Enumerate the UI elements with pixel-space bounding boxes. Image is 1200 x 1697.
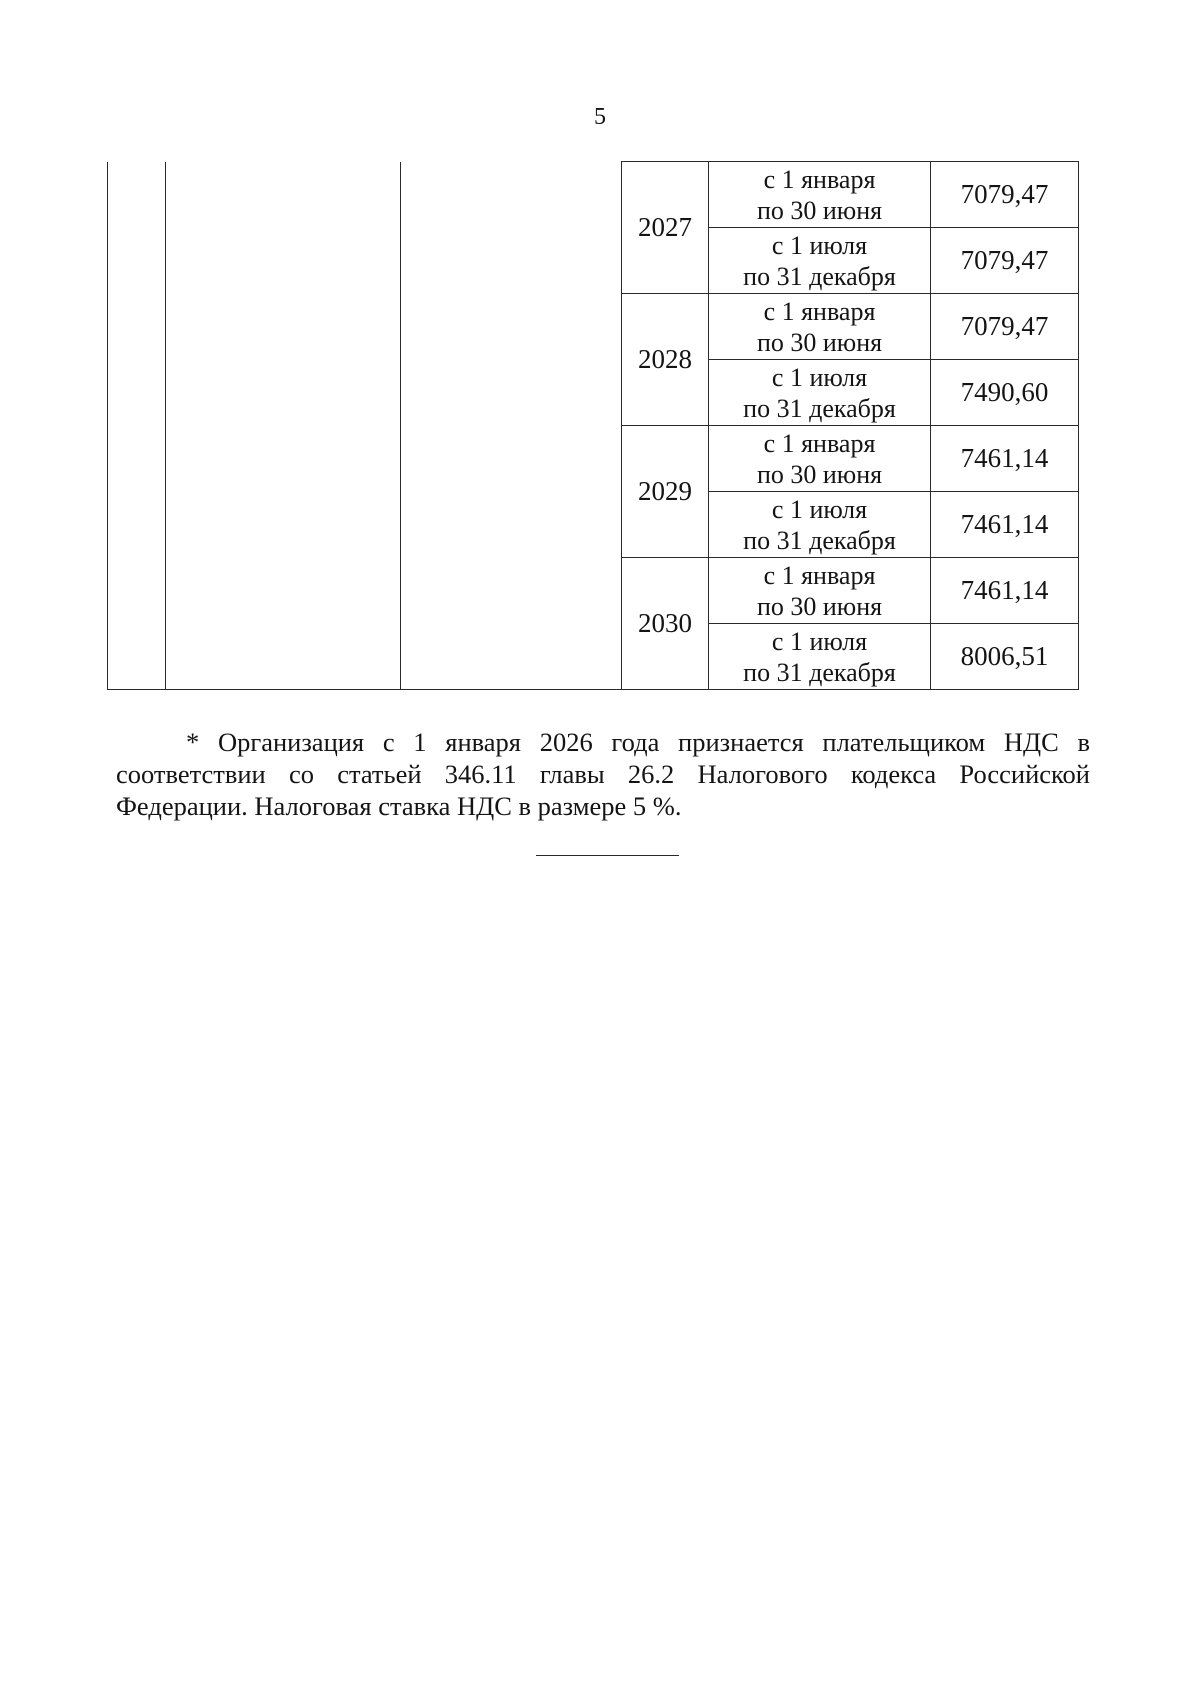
period-end: по 30 июня [756, 591, 883, 621]
tariff-table [107, 161, 1079, 690]
year-cell: 2030 [622, 558, 709, 690]
period-start: с 1 июля [771, 626, 868, 656]
period-cell [709, 558, 931, 624]
period-cell [709, 294, 931, 360]
period-start: с 1 января [763, 164, 876, 194]
period-end: по 31 декабря [743, 393, 896, 423]
blank-column-1 [108, 162, 166, 690]
year-cell: 2029 [622, 426, 709, 558]
value-cell: 7490,60 [931, 360, 1079, 426]
period-start: с 1 января [763, 428, 876, 458]
page-number: 5 [594, 104, 606, 130]
value-cell: 7461,14 [931, 492, 1079, 558]
period-cell [709, 426, 931, 492]
value-cell: 7461,14 [931, 558, 1079, 624]
value-cell: 8006,51 [931, 624, 1079, 690]
value-cell: 7079,47 [931, 294, 1079, 360]
blank-column-2 [166, 162, 401, 690]
table-row [108, 162, 1079, 228]
end-divider [536, 855, 679, 856]
footnote [116, 726, 1090, 822]
value-cell: 7461,14 [931, 426, 1079, 492]
period-start: с 1 января [763, 296, 876, 326]
period-start: с 1 июля [771, 494, 868, 524]
period-end: по 30 июня [756, 195, 883, 225]
year-cell: 2028 [622, 294, 709, 426]
value-cell: 7079,47 [931, 228, 1079, 294]
period-cell [709, 228, 931, 294]
period-cell [709, 360, 931, 426]
year-cell: 2027 [622, 162, 709, 294]
footnote-text: * Организация с 1 января 2026 года признается плательщиком НДС в соответствии со статьей 346.11 главы 26.2 Налогового кодекса Российской Федерации. Налоговая ставка НДС в размере 5 %. [116, 727, 1090, 821]
period-end: по 31 декабря [743, 261, 896, 291]
period-end: по 30 июня [756, 327, 883, 357]
period-cell [709, 162, 931, 228]
value-cell: 7079,47 [931, 162, 1079, 228]
period-end: по 31 декабря [743, 525, 896, 555]
period-start: с 1 июля [771, 362, 868, 392]
period-start: с 1 января [763, 560, 876, 590]
period-cell [709, 492, 931, 558]
period-cell [709, 624, 931, 690]
period-end: по 30 июня [756, 459, 883, 489]
blank-column-3 [401, 162, 622, 690]
period-start: с 1 июля [771, 230, 868, 260]
period-end: по 31 декабря [743, 657, 896, 687]
